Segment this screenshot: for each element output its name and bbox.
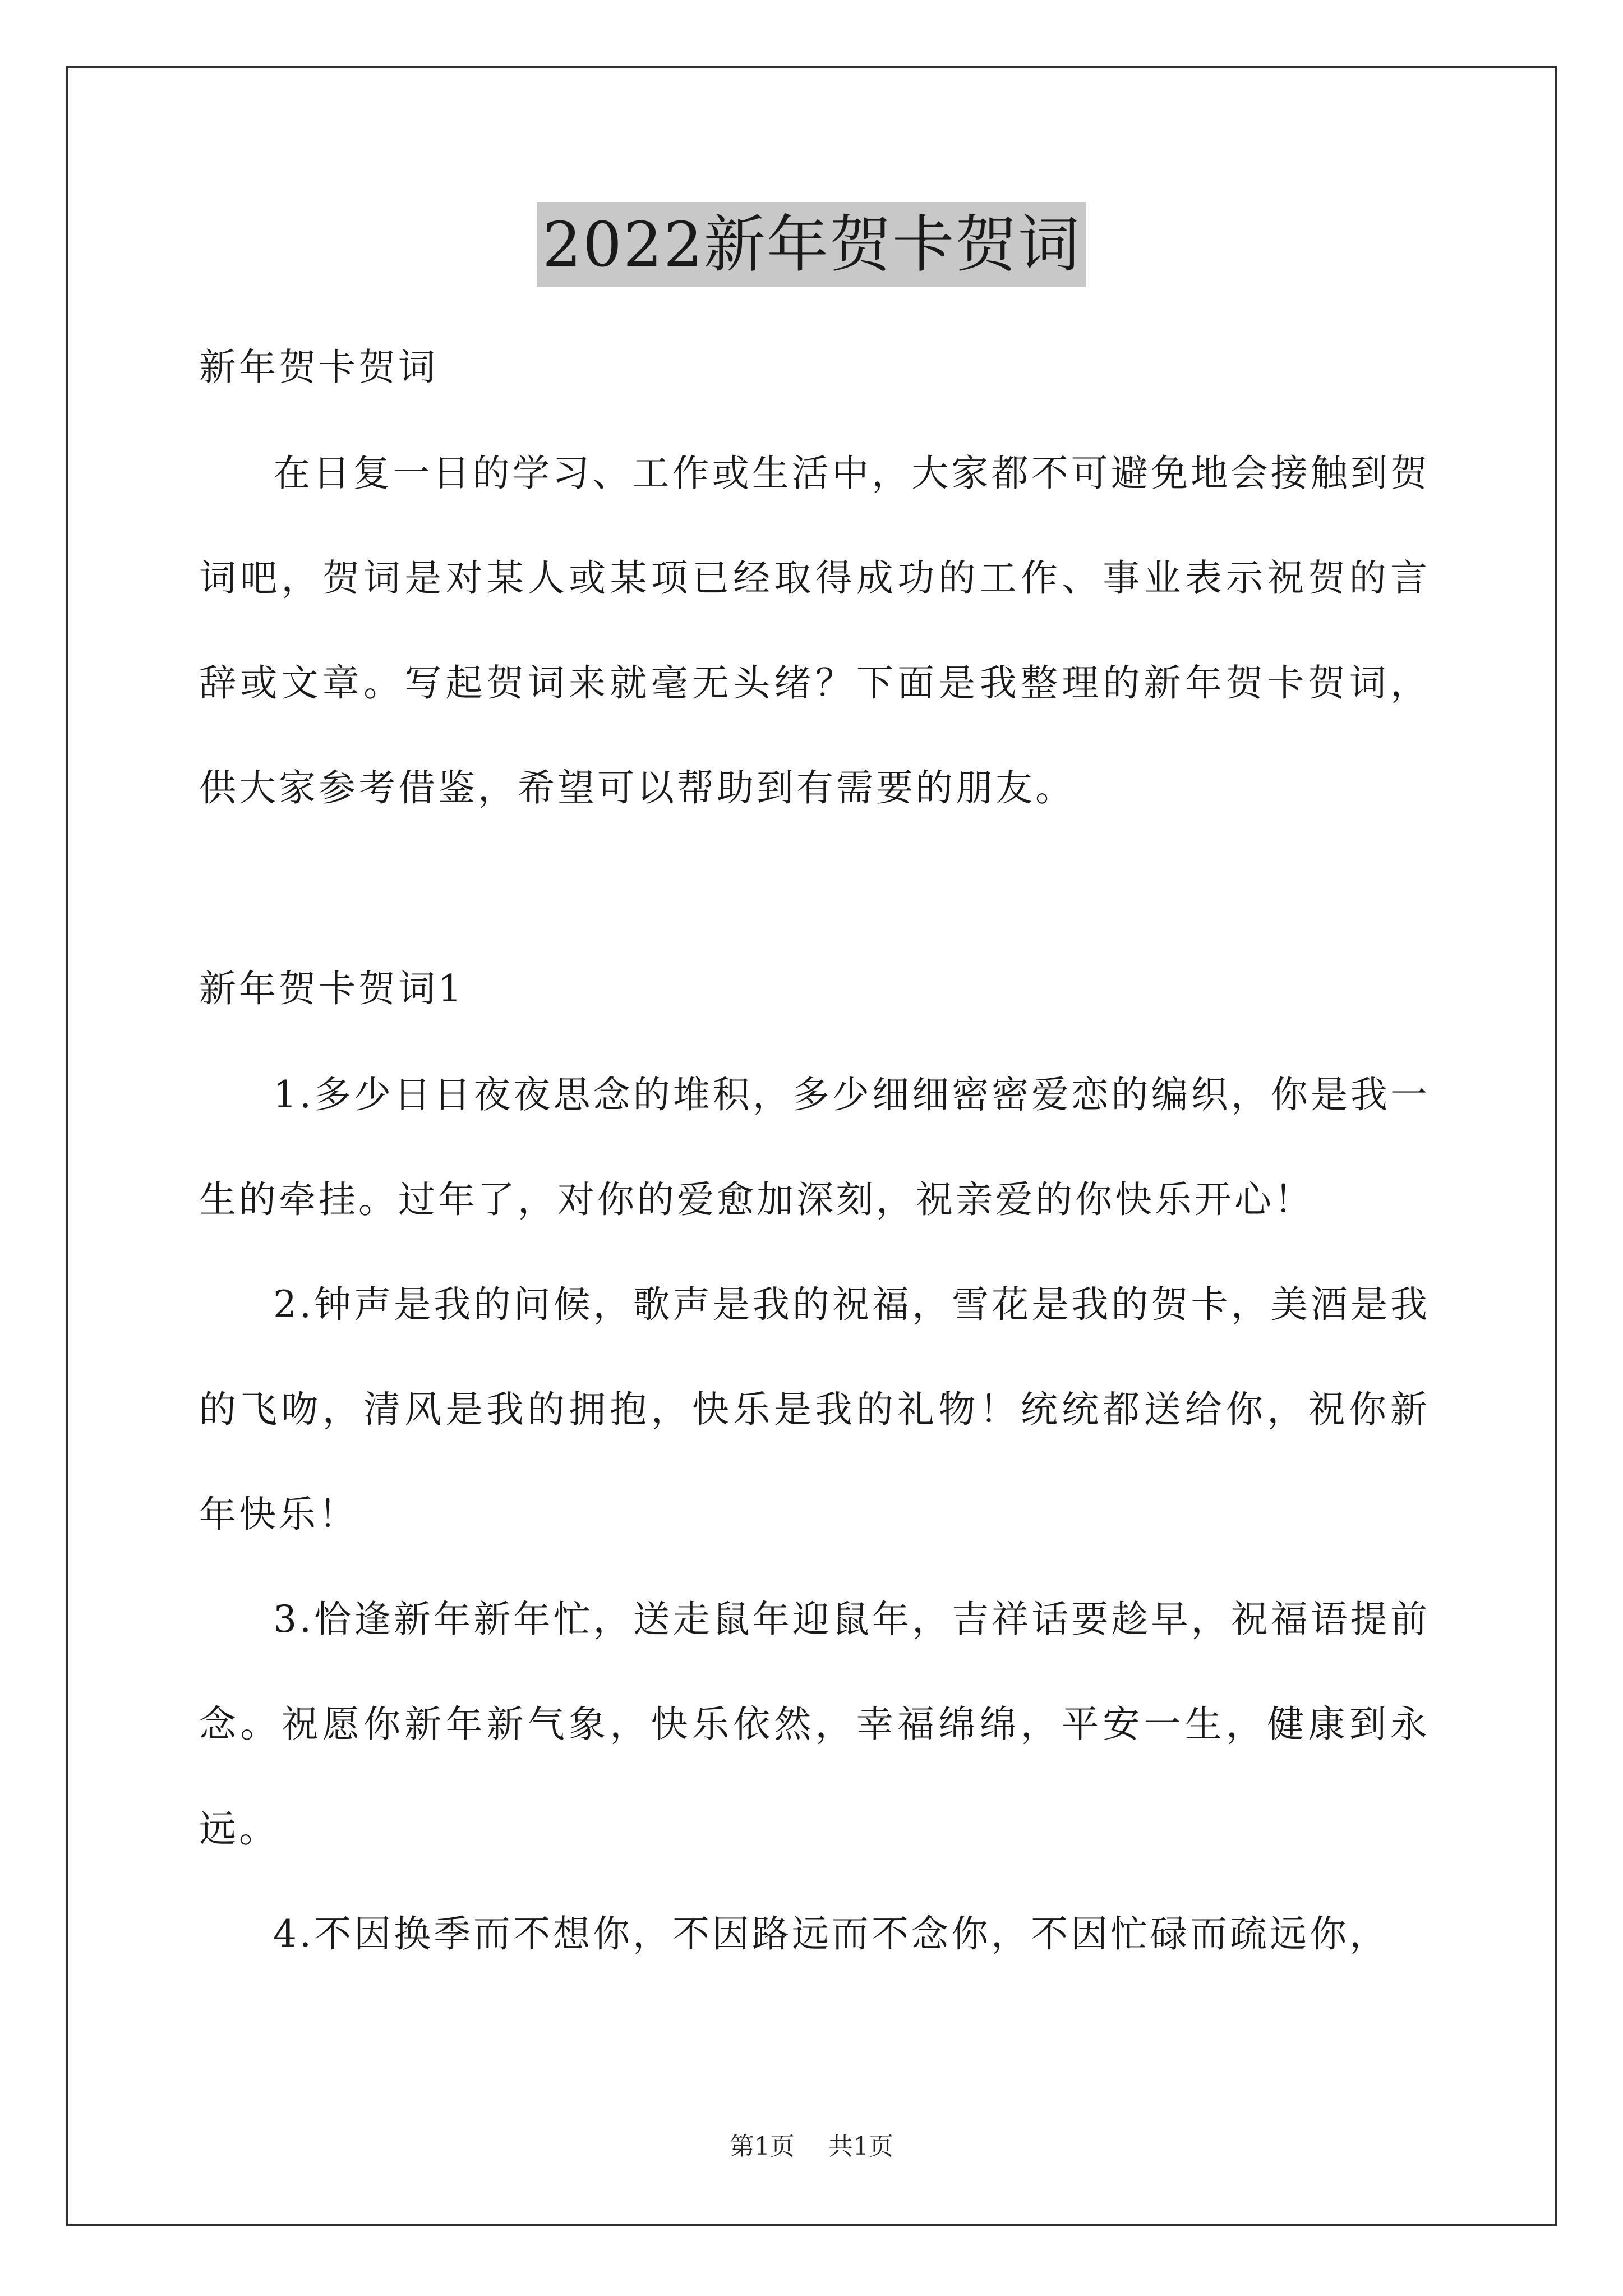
list-item: 2.钟声是我的问候，歌声是我的祝福，雪花是我的贺卡，美酒是我的飞吻，清风是我的拥抱，快乐是我的礼物！统统都送给你，祝你新年快乐！ [199,1283,1430,1536]
intro-paragraph: 在日复一日的学习、工作或生活中，大家都不可避免地会接触到贺词吧，贺词是对某人或某项已经取得成功的工作、事业表示祝贺的言辞或文章。写起贺词来就毫无头绪？下面是我整理的新年贺卡贺词，供大家参考借鉴，希望可以帮助到有需要的朋友。 [199,452,1430,809]
section-heading: 新年贺卡贺词1 [199,967,464,1010]
title-container [0,202,1623,287]
page-total: 共1页 [828,2132,893,2161]
list-item: 1.多少日日夜夜思念的堆积，多少细细密密爱恋的编织，你是我一生的牵挂。过年了，对你的爱愈加深刻，祝亲爱的你快乐开心！ [199,1073,1430,1221]
document-title: 2022新年贺卡贺词 [537,202,1086,287]
list-item: 3.恰逢新年新年忙，送走鼠年迎鼠年，吉祥话要趁早，祝福语提前念。祝愿你新年新气象，快乐依然，幸福绵绵，平安一生，健康到永远。 [199,1598,1430,1851]
document-body [199,314,1430,1986]
page-number: 第1页 [730,2132,795,2161]
section-spacer [199,840,1430,936]
page-footer [0,2126,1623,2162]
list-item: 4.不因换季而不想你，不因路远而不念你，不因忙碌而疏远你， [273,1912,1389,1955]
document-subtitle: 新年贺卡贺词 [199,346,438,389]
